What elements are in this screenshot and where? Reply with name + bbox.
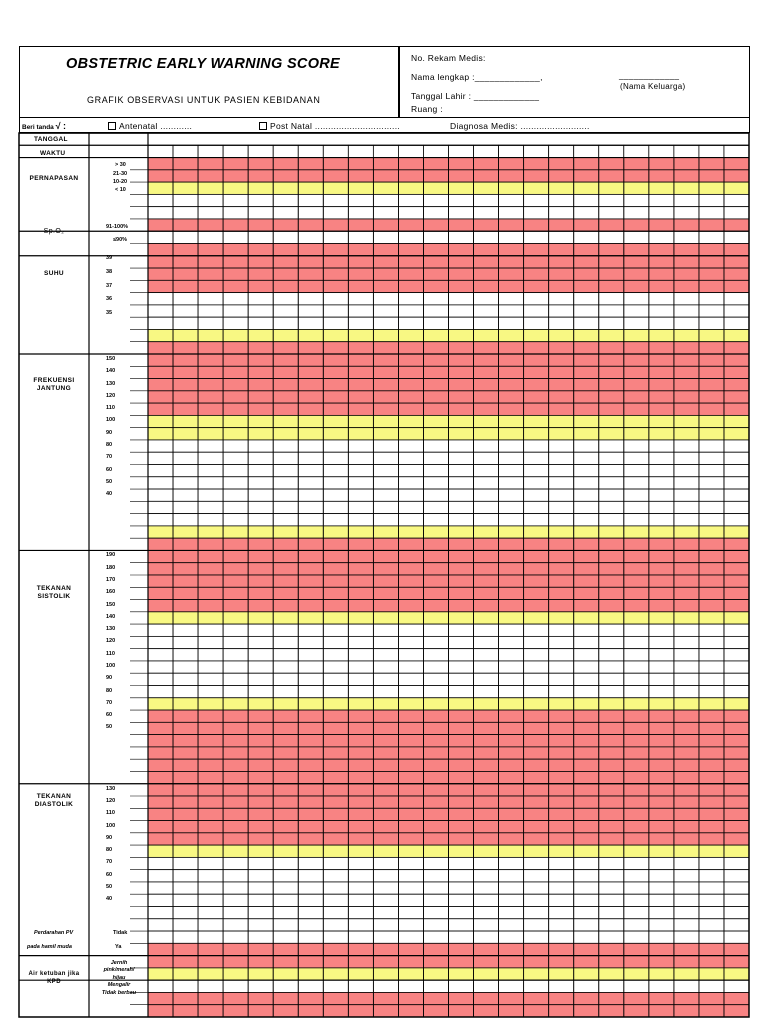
waktu-cell bbox=[474, 145, 499, 157]
nama-lengkap-field[interactable]: Nama lengkap :_____________, bbox=[411, 72, 543, 82]
ketuban-value: hijau bbox=[112, 974, 126, 981]
rekam-medis-label[interactable]: No. Rekam Medis: bbox=[411, 53, 486, 63]
waktu-cell bbox=[574, 145, 599, 157]
sistolik-value: 70 bbox=[106, 699, 113, 706]
suhu-value: 38 bbox=[106, 269, 113, 275]
antenatal-label: Antenatal ............ bbox=[119, 121, 193, 131]
suhu-value: 39 bbox=[106, 255, 113, 261]
spo2-label: Sp.O₂ bbox=[43, 228, 65, 235]
diastolik-value: 60 bbox=[106, 871, 113, 878]
beri-tanda-text: Beri tanda bbox=[22, 124, 54, 131]
frekuensi-value: 150 bbox=[106, 356, 116, 362]
frekuensi-value: 100 bbox=[106, 417, 116, 424]
tanggal-lahir-field[interactable]: Tanggal Lahir : _____________ bbox=[411, 91, 540, 101]
diastolik-value: 50 bbox=[106, 883, 113, 890]
frekuensi-value: 110 bbox=[106, 405, 115, 412]
sistolik-value: 110 bbox=[106, 650, 115, 657]
post-natal-option[interactable] bbox=[259, 121, 400, 131]
waktu-cell bbox=[223, 145, 248, 157]
diastolik-value: 130 bbox=[106, 785, 116, 792]
sistolik-value: 150 bbox=[106, 601, 116, 608]
sistolik-value: 140 bbox=[106, 613, 116, 620]
diastolik-value: 100 bbox=[106, 822, 116, 829]
sistolik-value: 130 bbox=[106, 626, 116, 633]
perdarahan-label-1: Perdarahan PV bbox=[34, 930, 74, 936]
ketuban-label-line1: Air ketuban jika bbox=[28, 971, 80, 977]
sistolik-value: 190 bbox=[106, 552, 116, 559]
antenatal-option[interactable] bbox=[108, 121, 192, 131]
diastolik-value: 80 bbox=[106, 847, 113, 854]
sistolik-value: 80 bbox=[106, 687, 113, 694]
diastolik-value: 120 bbox=[106, 798, 116, 804]
waktu-cell bbox=[624, 145, 649, 157]
waktu-cell bbox=[348, 145, 373, 157]
waktu-label: WAKTU bbox=[40, 150, 66, 157]
pernapasan-value: < 10 bbox=[115, 187, 126, 193]
spo2-value: 91-100% bbox=[106, 224, 129, 230]
beri-tanda-label bbox=[22, 121, 66, 131]
waktu-cell bbox=[248, 145, 273, 157]
antenatal-checkbox[interactable] bbox=[108, 122, 116, 130]
sistolik-label-line1: TEKANAN bbox=[36, 585, 72, 592]
sistolik-value: 90 bbox=[106, 675, 113, 682]
perdarahan-value: Tidak bbox=[113, 930, 128, 936]
perdarahan-label-2: pada hamil muda bbox=[27, 944, 72, 950]
sistolik-label-line2: SISTOLIK bbox=[37, 593, 71, 601]
frekuensi-value: 140 bbox=[106, 368, 116, 375]
ketuban-value: pink/merah/ bbox=[103, 967, 135, 974]
ketuban-label-line2: KPD bbox=[47, 978, 61, 985]
waktu-cell bbox=[198, 145, 223, 157]
frekuensi-value: 120 bbox=[106, 392, 116, 399]
suhu-value: 37 bbox=[106, 283, 113, 289]
nama-keluarga-label: (Nama Keluarga) bbox=[620, 82, 686, 91]
frekuensi-value: 90 bbox=[106, 429, 113, 436]
waktu-cell bbox=[323, 145, 348, 157]
frekuensi-value: 80 bbox=[106, 441, 113, 448]
sistolik-value: 50 bbox=[106, 724, 113, 731]
sistolik-value: 60 bbox=[106, 712, 113, 719]
waktu-cell bbox=[649, 145, 674, 157]
diastolik-value: 90 bbox=[106, 834, 113, 841]
suhu-label: SUHU bbox=[43, 270, 65, 277]
pernapasan-value: 21-30 bbox=[113, 171, 128, 177]
frekuensi-label-line1: FREKUENSI bbox=[33, 377, 75, 384]
waktu-cell bbox=[173, 145, 198, 157]
pernapasan-value: > 30 bbox=[115, 162, 126, 168]
waktu-cell bbox=[298, 145, 323, 157]
waktu-cell bbox=[449, 145, 474, 157]
frekuensi-value: 60 bbox=[106, 466, 113, 473]
diagnosa-medis-field[interactable]: Diagnosa Medis: .......................... bbox=[450, 121, 590, 131]
tanggal-label: TANGGAL bbox=[34, 136, 68, 143]
frekuensi-value: 40 bbox=[106, 491, 113, 498]
perdarahan-value: Ya bbox=[115, 944, 122, 950]
tekanan-diastolik-label bbox=[20, 793, 88, 809]
diastolik-label-line2: DIASTOLIK bbox=[34, 801, 74, 809]
frekuensi-jantung-label bbox=[20, 377, 88, 393]
post-natal-checkbox[interactable] bbox=[259, 122, 267, 130]
form-subtitle: GRAFIK OBSERVASI UNTUK PASIEN KEBIDANAN bbox=[87, 95, 321, 105]
sistolik-value: 170 bbox=[106, 577, 116, 583]
waktu-cell bbox=[373, 145, 398, 157]
suhu-value: 35 bbox=[106, 310, 113, 316]
diastolik-value: 70 bbox=[106, 859, 113, 866]
spo2-value: ≤90% bbox=[113, 237, 128, 243]
waktu-cell bbox=[549, 145, 574, 157]
post-natal-label: Post Natal ................................ bbox=[270, 121, 401, 131]
waktu-cell bbox=[273, 145, 298, 157]
sistolik-value: 100 bbox=[106, 662, 116, 669]
ketuban-value: Mengalir bbox=[107, 982, 131, 989]
check-mark-text: √ : bbox=[55, 121, 67, 131]
waktu-cell bbox=[699, 145, 724, 157]
ketuban-label bbox=[20, 971, 88, 986]
ketuban-value: Jernih bbox=[110, 960, 128, 966]
frekuensi-value: 130 bbox=[106, 380, 116, 387]
sistolik-value: 160 bbox=[106, 589, 116, 596]
suhu-value: 36 bbox=[106, 296, 113, 302]
frekuensi-value: 70 bbox=[106, 454, 113, 461]
diastolik-label-line1: TEKANAN bbox=[36, 793, 72, 800]
waktu-cell bbox=[148, 145, 173, 157]
pernapasan-value: 10-20 bbox=[113, 179, 128, 185]
waktu-cell bbox=[674, 145, 699, 157]
diastolik-value: 110 bbox=[106, 810, 115, 817]
waktu-cell bbox=[499, 145, 524, 157]
sistolik-value: 180 bbox=[106, 564, 116, 571]
form-title: OBSTETRIC EARLY WARNING SCORE bbox=[66, 56, 341, 72]
waktu-cell bbox=[524, 145, 549, 157]
frekuensi-value: 50 bbox=[106, 478, 113, 485]
waktu-cell bbox=[724, 145, 749, 157]
diastolik-value: 40 bbox=[106, 896, 113, 903]
waktu-cell bbox=[398, 145, 423, 157]
frekuensi-label-line2: JANTUNG bbox=[36, 385, 72, 393]
ketuban-values bbox=[90, 960, 148, 997]
waktu-cell bbox=[423, 145, 448, 157]
waktu-cell bbox=[599, 145, 624, 157]
tekanan-sistolik-label bbox=[20, 585, 88, 601]
header-divider bbox=[398, 46, 400, 118]
ketuban-value: Tidak berbau bbox=[101, 989, 137, 996]
pernapasan-label: PERNAPASAN bbox=[29, 175, 79, 182]
nama-keluarga-line[interactable]: ____________ bbox=[619, 70, 680, 80]
sistolik-value: 120 bbox=[106, 638, 116, 645]
ruang-field[interactable]: Ruang : bbox=[411, 104, 443, 114]
